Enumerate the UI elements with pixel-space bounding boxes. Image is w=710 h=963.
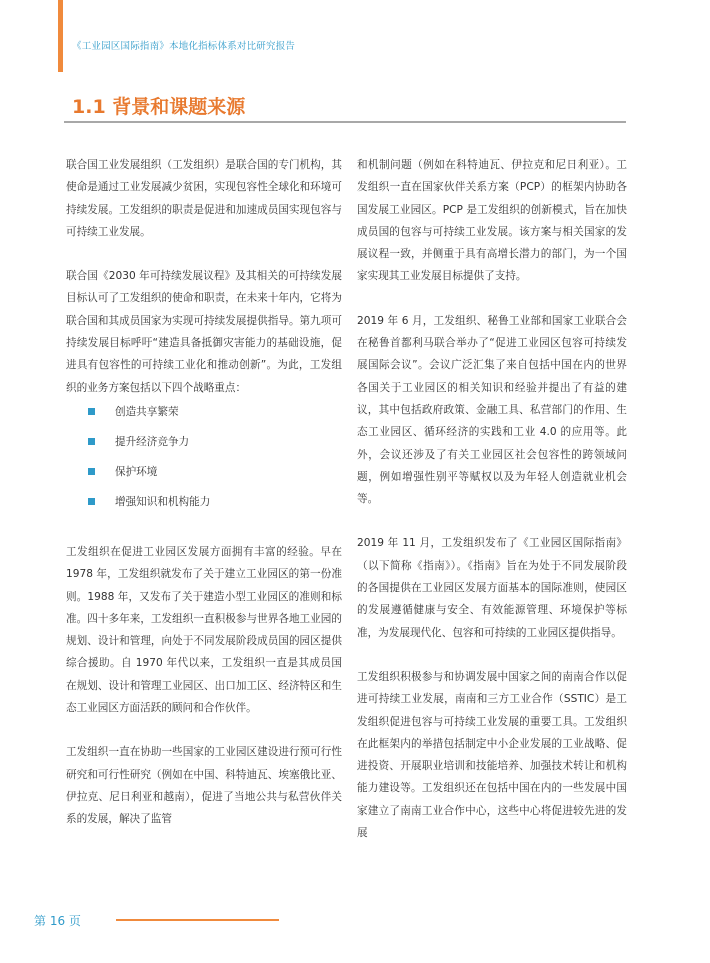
right-paragraph-2: 2019 年 6 月，工发组织、秘鲁工业部和国家工业联合会在秘鲁首都利马联合举办了“促进工业园区包容可持续发展国际会议”。会议广泛汇集了来自包括中国在内的世界各国关于工业园区的相关知识和经验并提出了有益的建议，其中包括政府政策、金融工具、私营部门的作用、生态工业园区、循环经济的实践和工业 4.0 的应用等。此外，会议还涉及了有关工业园区社会包容性的跨领域问题，例如增强性别平等赋权以及为年轻人创造就业机会等。: [357, 314, 627, 506]
left-paragraph-1: 联合国工业发展组织（工发组织）是联合国的专门机构，其使命是通过工业发展减少贫困，实现包容性全球化和环境可持续发展。工发组织的职责是促进和加速成员国实现包容与可持续工业发展。: [66, 159, 342, 238]
list-item-text: 创造共享繁荣: [115, 405, 179, 418]
left-paragraph-3: 工发组织在促进工业园区发展方面拥有丰富的经验。早在 1978 年，工发组织就发布了关于建立工业园区的第一份准则。1988 年，又发布了关于建造小型工业园区的准则和标准。四十多年来，工发组织一直积极参与世界各地工业园的规划、设计和管理，向处于不同发展阶段成员国的园区提供综合援助。自 1970 年代以来，工发组织一直是其成员国在规划、设计和管理工业园区、出口加工区、经济特区和生态工业园区方面活跃的顾问和合作伙伴。: [66, 545, 342, 715]
header-accent-bar: [58, 0, 63, 72]
running-header-title: 《工业园区国际指南》本地化指标体系对比研究报告: [72, 41, 296, 52]
right-paragraph-3: 2019 年 11 月，工发组织发布了《工业园区国际指南》（以下简称《指南》）。《指南》旨在为处于不同发展阶段的各国提供在工业园区发展方面基本的国际准则，使园区的发展遵循健康与安全、有效能源管理、环境保护等标准，为发展现代化、包容和可持续的工业园区提供指导。: [357, 537, 627, 639]
list-item: [66, 463, 342, 493]
square-bullet-icon: [88, 438, 95, 445]
square-bullet-icon: [88, 468, 95, 475]
left-column: [66, 154, 342, 831]
footer-divider: [116, 919, 279, 921]
strategic-priorities-list: [66, 403, 342, 523]
right-paragraph-1: 和机制问题（例如在科特迪瓦、伊拉克和尼日利亚）。工发组织一直在国家伙伴关系方案（PCP）的框架内协助各国发展工业园区。PCP 是工发组织的创新模式，旨在加快成员国的包容与可持续工业发展。该方案与相关国家的发展议程一致，并侧重于具有高增长潜力的部门，为一个国家实现其工业发展目标提供了支持。: [357, 159, 627, 283]
square-bullet-icon: [88, 498, 95, 505]
list-item: [66, 493, 342, 523]
right-paragraph-4: 工发组织积极参与和协调发展中国家之间的南南合作以促进可持续工业发展，南南和三方工业合作（SSTIC）是工发组织促进包容与可持续工业发展的重要工具。工发组织在此框架内的举措包括制定中小企业发展的工业战略、促进投资、开展职业培训和技能培养、加强技术转让和机构能力建设等。工发组织还在包括中国在内的一些发展中国家建立了南南工业合作中心，这些中心将促进较先进的发展: [357, 670, 627, 840]
left-paragraph-2: 联合国《2030 年可持续发展议程》及其相关的可持续发展目标认可了工发组织的使命和职责，在未来十年内，它将为联合国和其成员国家为实现可持续发展提供指导。第九项可持续发展目标呼吁“建造具备抵御灾害能力的基础设施，促进具有包容性的可持续工业化和推动创新”。为此，工发组织的业务方案包括以下四个战略重点：: [66, 270, 342, 394]
list-item: [66, 403, 342, 433]
left-paragraph-4: 工发组织一直在协助一些国家的工业园区建设进行预可行性研究和可行性研究（例如在中国、科特迪瓦、埃塞俄比亚、伊拉克、尼日利亚和越南），促进了当地公共与私营伙伴关系的发展，解决了监管: [66, 746, 342, 826]
list-item: [66, 433, 342, 463]
right-column: [357, 154, 627, 844]
title-divider: [64, 121, 626, 123]
list-item-text: 增强知识和机构能力: [115, 495, 211, 508]
list-item-text: 保护环境: [115, 465, 158, 478]
list-item-text: 提升经济竞争力: [115, 435, 190, 448]
section-title: 1.1 背景和课题来源: [72, 96, 246, 118]
page-number: 第 16 页: [34, 914, 81, 928]
square-bullet-icon: [88, 408, 95, 415]
